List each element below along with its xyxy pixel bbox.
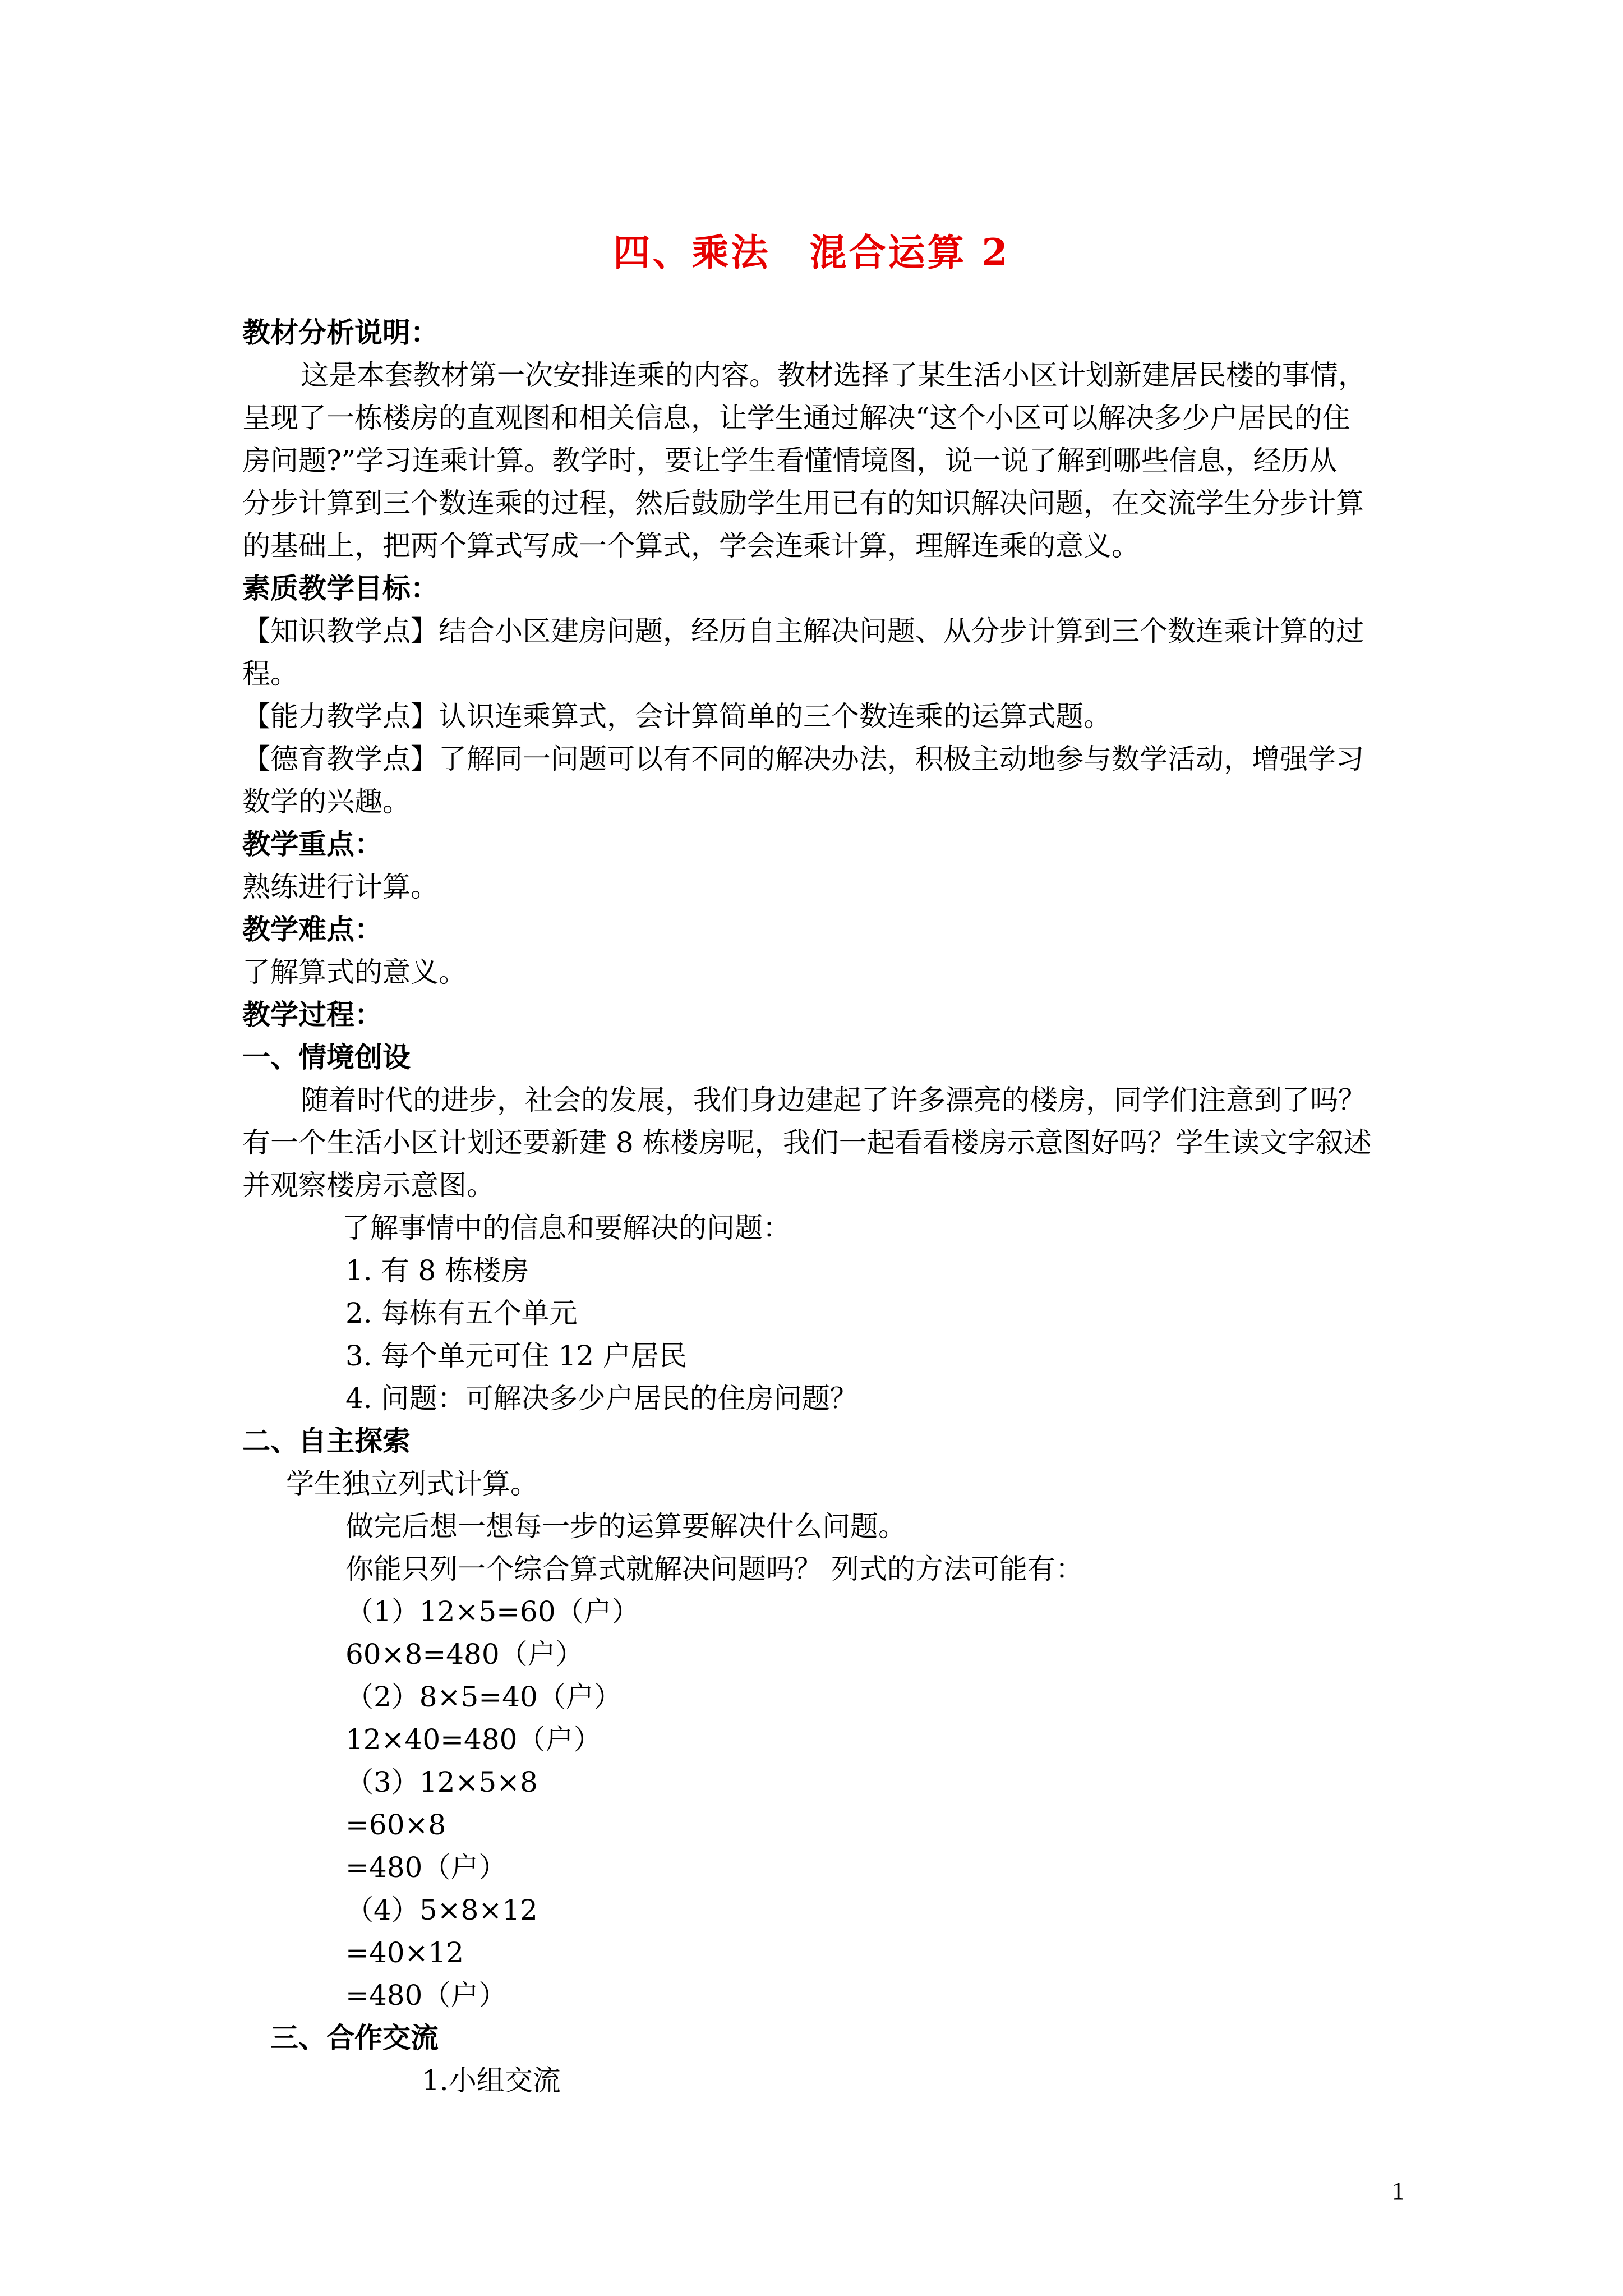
list-item: 3. 每个单元可住 12 户居民	[345, 1340, 688, 1372]
process-heading: 教学过程：	[242, 998, 382, 1031]
goal-moral-cont: 数学的兴趣。	[242, 785, 411, 818]
calc-line: =60×8	[345, 1809, 446, 1841]
calc-line: =40×12	[345, 1936, 464, 1969]
step3-item: 1.小组交流	[422, 2064, 561, 2097]
calc-line: （2）8×5=40（户）	[345, 1681, 622, 1713]
title-part-1: 四、乘法	[613, 231, 771, 274]
analysis-heading: 教材分析说明：	[242, 316, 439, 349]
step1-heading: 一、情境创设	[242, 1041, 411, 1074]
calc-line: 60×8=480（户）	[345, 1638, 584, 1671]
key-text: 熟练进行计算。	[242, 871, 439, 903]
list-item: 4. 问题：可解决多少户居民的住房问题？	[345, 1382, 858, 1415]
step2-line: 做完后想一想每一步的运算要解决什么问题。	[345, 1510, 906, 1543]
analysis-line: 这是本套教材第一次安排连乘的内容。教材选择了某生活小区计划新建居民楼的事情，	[301, 359, 1366, 392]
calc-line: =480（户）	[345, 1979, 507, 2012]
goals-heading: 素质教学目标：	[242, 572, 439, 605]
step1-line: 随着时代的进步，社会的发展，我们身边建起了许多漂亮的楼房，同学们注意到了吗？	[301, 1084, 1366, 1116]
page-number: 1	[1392, 2177, 1404, 2205]
calc-line: （3）12×5×8	[345, 1766, 538, 1798]
calc-line: （4）5×8×12	[345, 1894, 538, 1926]
calc-line: =480（户）	[345, 1851, 507, 1884]
step1-line: 有一个生活小区计划还要新建 8 栋楼房呢，我们一起看看楼房示意图好吗？学生读文字叙述	[242, 1126, 1372, 1159]
goal-knowledge: 【知识教学点】结合小区建房问题，经历自主解决问题、从分步计算到三个数连乘计算的过	[242, 615, 1364, 647]
calc-line: （1）12×5=60（户）	[345, 1595, 640, 1628]
page-title	[0, 224, 1623, 280]
title-part-2: 混合运算 2	[809, 231, 1010, 274]
document-body	[242, 311, 1404, 2102]
step2-line: 学生独立列式计算。	[286, 1467, 538, 1500]
list-item: 2. 每栋有五个单元	[345, 1297, 578, 1329]
difficulty-heading: 教学难点：	[242, 913, 382, 946]
goal-knowledge-cont: 程。	[242, 657, 298, 690]
step2-line: 你能只列一个综合算式就解决问题吗？ 列式的方法可能有：	[345, 1553, 1083, 1585]
goal-ability: 【能力教学点】认识连乘算式，会计算简单的三个数连乘的运算式题。	[242, 700, 1112, 733]
step1-info: 了解事情中的信息和要解决的问题：	[342, 1212, 791, 1244]
key-heading: 教学重点：	[242, 827, 382, 861]
step2-heading: 二、自主探索	[242, 1424, 411, 1457]
analysis-line: 分步计算到三个数连乘的过程，然后鼓励学生用已有的知识解决问题，在交流学生分步计算	[242, 487, 1364, 519]
analysis-line: 房问题?”学习连乘计算。教学时，要让学生看懂情境图，说一说了解到哪些信息，经历从	[242, 444, 1338, 477]
step1-line: 并观察楼房示意图。	[242, 1169, 495, 1202]
difficulty-text: 了解算式的意义。	[242, 956, 467, 988]
calc-line: 12×40=480（户）	[345, 1723, 602, 1756]
analysis-line: 的基础上，把两个算式写成一个算式，学会连乘计算，理解连乘的意义。	[242, 530, 1140, 562]
goal-moral: 【德育教学点】了解同一问题可以有不同的解决办法，积极主动地参与数学活动，增强学习	[242, 743, 1364, 775]
step3-heading: 三、合作交流	[270, 2021, 439, 2054]
list-item: 1. 有 8 栋楼房	[345, 1254, 529, 1287]
analysis-line: 呈现了一栋楼房的直观图和相关信息，让学生通过解决“这个小区可以解决多少户居民的住	[242, 402, 1350, 434]
